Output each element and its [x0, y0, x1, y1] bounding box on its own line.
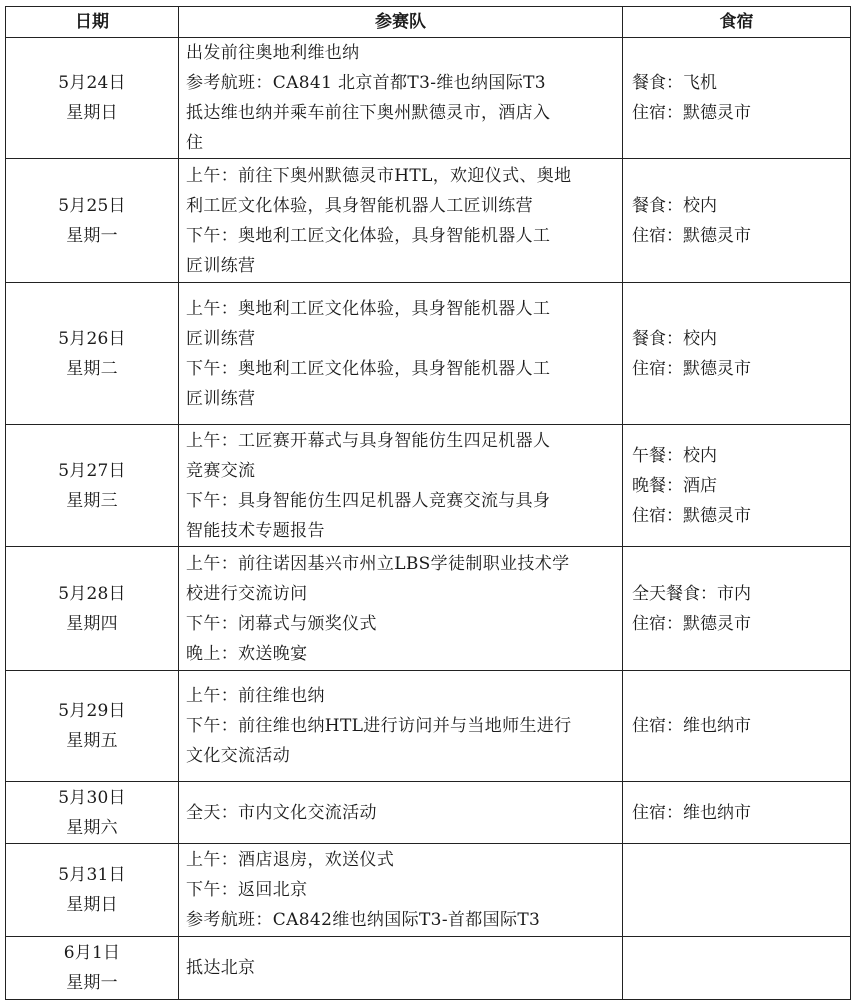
- activity-line: 竞赛交流: [186, 460, 256, 481]
- weekday-label: 星期二: [66, 358, 118, 379]
- activity-line: 匠训练营: [186, 255, 256, 276]
- activity-line: 下午：奥地利工匠文化体验，具身智能机器人工: [186, 225, 551, 246]
- activity-line: 利工匠文化体验，具身智能机器人工匠训练营: [186, 195, 533, 216]
- team-activities-cell: [179, 671, 623, 782]
- meal-lodging-line: 餐食：飞机: [632, 73, 717, 93]
- weekday-label: 星期一: [66, 973, 118, 993]
- activity-line: 上午：酒店退房，欢送仪式: [186, 850, 395, 870]
- team-activities-cell: [179, 283, 623, 425]
- date-label: 6月1日: [63, 943, 121, 963]
- team-activities-cell: [179, 425, 623, 547]
- meal-lodging-line: 餐食：校内: [632, 195, 717, 216]
- date-cell: [6, 159, 179, 283]
- date-label: 5月30日: [58, 787, 126, 808]
- meal-lodging-line: 住宿：维也纳市: [632, 716, 751, 736]
- table-row: [6, 844, 851, 937]
- team-activities-cell: [179, 937, 623, 1000]
- table-row: [6, 937, 851, 1000]
- date-cell: [6, 782, 179, 844]
- date-label: 5月28日: [58, 583, 126, 604]
- table-row: [6, 283, 851, 425]
- weekday-label: 星期五: [66, 731, 118, 751]
- header-row: [6, 7, 851, 38]
- team-activities-cell: [179, 782, 623, 844]
- meals-lodging-cell: [623, 547, 851, 671]
- activity-line: 上午：前往维也纳: [186, 686, 325, 706]
- activity-line: 匠训练营: [186, 388, 256, 409]
- table-row: [6, 547, 851, 671]
- table-row: [6, 425, 851, 547]
- activity-line: 抵达维也纳并乘车前往下奥州默德灵市，酒店入: [186, 103, 551, 123]
- activity-line: 上午：前往下奥州默德灵市HTL，欢迎仪式、奥地: [186, 165, 572, 186]
- activity-line: 下午：奥地利工匠文化体验，具身智能机器人工: [186, 358, 551, 379]
- activity-line: 下午：前往维也纳HTL进行访问并与当地师生进行: [186, 716, 572, 736]
- meals-lodging-cell: [623, 671, 851, 782]
- weekday-label: 星期日: [66, 103, 118, 123]
- meals-lodging-cell: [623, 937, 851, 1000]
- date-cell: [6, 671, 179, 782]
- activity-line: 住: [186, 133, 204, 153]
- header-date: 日期: [6, 7, 179, 38]
- header-meals: 食宿: [623, 7, 851, 38]
- date-cell: [6, 937, 179, 1000]
- activity-line: 全天：市内文化交流活动: [186, 802, 377, 823]
- meal-lodging-line: 餐食：校内: [632, 328, 717, 349]
- meal-lodging-line: 午餐：校内: [632, 445, 717, 466]
- date-cell: [6, 283, 179, 425]
- activity-line: 下午：闭幕式与颁奖仪式: [186, 613, 377, 634]
- date-label: 5月27日: [58, 460, 126, 481]
- date-label: 5月26日: [58, 328, 126, 349]
- meal-lodging-line: 全天餐食：市内: [632, 583, 751, 604]
- weekday-label: 星期四: [66, 613, 118, 634]
- meals-lodging-cell: [623, 38, 851, 159]
- meals-lodging-cell: [623, 283, 851, 425]
- activity-line: 下午：具身智能仿生四足机器人竞赛交流与具身: [186, 490, 551, 511]
- activity-line: 下午：返回北京: [186, 880, 308, 900]
- meals-lodging-cell: [623, 425, 851, 547]
- weekday-label: 星期日: [66, 895, 118, 915]
- date-cell: [6, 547, 179, 671]
- activity-line: 智能技术专题报告: [186, 520, 325, 541]
- activity-line: 晚上：欢送晚宴: [186, 643, 308, 664]
- weekday-label: 星期三: [66, 490, 118, 511]
- date-cell: [6, 425, 179, 547]
- activity-line: 校进行交流访问: [186, 583, 308, 604]
- activity-line: 参考航班：CA842维也纳国际T3-首都国际T3: [186, 910, 541, 930]
- team-activities-cell: [179, 547, 623, 671]
- date-cell: [6, 38, 179, 159]
- activity-line: 参考航班：CA841 北京首都T3-维也纳国际T3: [186, 73, 546, 93]
- activity-line: 上午：奥地利工匠文化体验，具身智能机器人工: [186, 298, 551, 319]
- table-row: [6, 782, 851, 844]
- meal-lodging-line: 晚餐：酒店: [632, 475, 717, 496]
- meal-lodging-line: 住宿：维也纳市: [632, 802, 751, 823]
- activity-line: 出发前往奥地利维也纳: [186, 43, 360, 63]
- team-activities-cell: [179, 159, 623, 283]
- table-row: [6, 671, 851, 782]
- team-activities-cell: [179, 38, 623, 159]
- date-label: 5月24日: [58, 73, 126, 93]
- activity-line: 文化交流活动: [186, 746, 291, 766]
- weekday-label: 星期六: [66, 817, 118, 838]
- meals-lodging-cell: [623, 782, 851, 844]
- activity-line: 上午：前往诺因基兴市州立LBS学徒制职业技术学: [186, 553, 570, 574]
- activity-line: 上午：工匠赛开幕式与具身智能仿生四足机器人: [186, 430, 551, 451]
- date-cell: [6, 844, 179, 937]
- team-activities-cell: [179, 844, 623, 937]
- weekday-label: 星期一: [66, 225, 118, 246]
- meal-lodging-line: 住宿：默德灵市: [632, 613, 751, 634]
- date-label: 5月25日: [58, 195, 126, 216]
- meal-lodging-line: 住宿：默德灵市: [632, 505, 751, 526]
- date-label: 5月31日: [58, 865, 126, 885]
- activity-line: 抵达北京: [186, 958, 256, 978]
- date-label: 5月29日: [58, 701, 126, 721]
- table-row: [6, 159, 851, 283]
- header-team: 参赛队: [179, 7, 623, 38]
- meal-lodging-line: 住宿：默德灵市: [632, 358, 751, 379]
- table-row: [6, 38, 851, 159]
- meals-lodging-cell: [623, 844, 851, 937]
- meals-lodging-cell: [623, 159, 851, 283]
- meal-lodging-line: 住宿：默德灵市: [632, 103, 751, 123]
- itinerary-table: [5, 6, 851, 1000]
- itinerary-body: [6, 38, 851, 1000]
- meal-lodging-line: 住宿：默德灵市: [632, 225, 751, 246]
- activity-line: 匠训练营: [186, 328, 256, 349]
